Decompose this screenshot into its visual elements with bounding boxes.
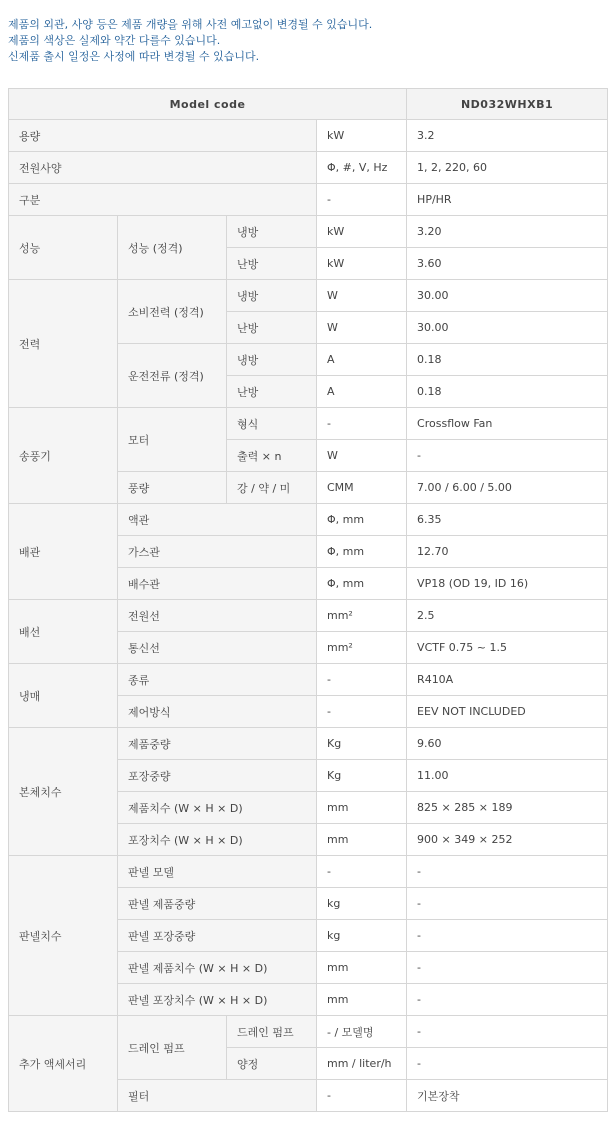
row-unit: Φ, mm	[317, 536, 407, 568]
row-value: -	[407, 888, 608, 920]
row-value: 7.00 / 6.00 / 5.00	[407, 472, 608, 504]
sub-label: 액관	[118, 504, 317, 536]
mode-label: 냉방	[227, 344, 317, 376]
row-unit: Φ, mm	[317, 504, 407, 536]
mode-label: 난방	[227, 312, 317, 344]
row-unit: CMM	[317, 472, 407, 504]
row-value: 900 × 349 × 252	[407, 824, 608, 856]
row-value: -	[407, 1048, 608, 1080]
notice-color: 제품의 색상은 실제와 약간 다를수 있습니다.	[8, 34, 221, 47]
notice-release: 신제품 출시 일정은 사정에 따라 변경될 수 있습니다.	[8, 50, 260, 63]
group-label: 성능	[9, 216, 118, 280]
row-unit: mm	[317, 984, 407, 1016]
sub-label: 소비전력 (정격)	[118, 280, 227, 344]
item-label: 양정	[227, 1048, 317, 1080]
row-value: -	[407, 440, 608, 472]
row-unit: kW	[317, 120, 407, 152]
sub-label: 통신선	[118, 632, 317, 664]
row-unit: -	[317, 696, 407, 728]
row-unit: Φ, mm	[317, 568, 407, 600]
model-value-header: ND032WHXB1	[407, 89, 608, 120]
table-row	[9, 600, 608, 632]
sub-label: 모터	[118, 408, 227, 472]
sub-label: 배수관	[118, 568, 317, 600]
mode-label: 난방	[227, 376, 317, 408]
row-value: 9.60	[407, 728, 608, 760]
sub-label: 포장치수 (W × H × D)	[118, 824, 317, 856]
row-value: R410A	[407, 664, 608, 696]
notice-list	[8, 17, 608, 65]
row-unit: mm	[317, 952, 407, 984]
notice-appearance: 제품의 외관, 사양 등은 제품 개량을 위해 사전 예고없이 변경될 수 있습니다.	[8, 18, 373, 31]
row-value: 30.00	[407, 312, 608, 344]
sub-label: 판넬 포장중량	[118, 920, 317, 952]
sub-label: 제품치수 (W × H × D)	[118, 792, 317, 824]
row-value: Crossflow Fan	[407, 408, 608, 440]
table-row	[9, 504, 608, 536]
sub-label: 종류	[118, 664, 317, 696]
row-unit: -	[317, 664, 407, 696]
row-unit: A	[317, 344, 407, 376]
row-value: -	[407, 856, 608, 888]
table-row	[9, 1016, 608, 1048]
row-value: 1, 2, 220, 60	[407, 152, 608, 184]
group-label: 추가 액세서리	[9, 1016, 118, 1112]
spec-table	[8, 88, 608, 1112]
row-label: 전원사양	[9, 152, 317, 184]
table-row	[9, 152, 608, 184]
row-unit: -	[317, 184, 407, 216]
row-unit: mm	[317, 792, 407, 824]
row-value: EEV NOT INCLUDED	[407, 696, 608, 728]
row-unit: W	[317, 280, 407, 312]
group-label: 판넬치수	[9, 856, 118, 1016]
sub-label: 풍량	[118, 472, 227, 504]
sub-label: 필터	[118, 1080, 317, 1112]
row-value: VP18 (OD 19, ID 16)	[407, 568, 608, 600]
row-value: VCTF 0.75 ~ 1.5	[407, 632, 608, 664]
sub-label: 판넬 제품중량	[118, 888, 317, 920]
row-value: 2.5	[407, 600, 608, 632]
row-unit: kg	[317, 920, 407, 952]
sub-label: 가스관	[118, 536, 317, 568]
row-value: -	[407, 920, 608, 952]
mode-label: 난방	[227, 248, 317, 280]
table-row	[9, 280, 608, 312]
table-row	[9, 216, 608, 248]
row-value: 0.18	[407, 344, 608, 376]
row-value: 825 × 285 × 189	[407, 792, 608, 824]
row-value: 0.18	[407, 376, 608, 408]
item-label: 출력 × n	[227, 440, 317, 472]
sub-label: 운전전류 (정격)	[118, 344, 227, 408]
sub-label: 판넬 모델	[118, 856, 317, 888]
row-unit: Φ, #, V, Hz	[317, 152, 407, 184]
sub-label: 판넬 포장치수 (W × H × D)	[118, 984, 317, 1016]
header-row	[9, 89, 608, 120]
sub-label: 드레인 펌프	[118, 1016, 227, 1080]
row-value: HP/HR	[407, 184, 608, 216]
row-value: -	[407, 984, 608, 1016]
row-unit: -	[317, 856, 407, 888]
group-label: 본체치수	[9, 728, 118, 856]
row-unit: A	[317, 376, 407, 408]
row-unit: -	[317, 408, 407, 440]
row-unit: mm²	[317, 632, 407, 664]
row-unit: kW	[317, 248, 407, 280]
row-unit: mm²	[317, 600, 407, 632]
row-unit: -	[317, 1080, 407, 1112]
row-unit: Kg	[317, 728, 407, 760]
row-value: 30.00	[407, 280, 608, 312]
item-label: 강 / 약 / 미	[227, 472, 317, 504]
table-row	[9, 664, 608, 696]
sub-label: 제품중량	[118, 728, 317, 760]
row-unit: kW	[317, 216, 407, 248]
sub-label: 전원선	[118, 600, 317, 632]
table-row	[9, 184, 608, 216]
group-label: 배선	[9, 600, 118, 664]
row-value: 3.20	[407, 216, 608, 248]
row-value: 3.60	[407, 248, 608, 280]
row-unit: - / 모델명	[317, 1016, 407, 1048]
row-unit: kg	[317, 888, 407, 920]
group-label: 전력	[9, 280, 118, 408]
row-unit: mm	[317, 824, 407, 856]
group-label: 송풍기	[9, 408, 118, 504]
sub-label: 제어방식	[118, 696, 317, 728]
sub-label: 포장중량	[118, 760, 317, 792]
row-label: 구분	[9, 184, 317, 216]
group-label: 배관	[9, 504, 118, 600]
item-label: 드레인 펌프	[227, 1016, 317, 1048]
mode-label: 냉방	[227, 280, 317, 312]
table-row	[9, 408, 608, 440]
row-unit: W	[317, 440, 407, 472]
table-row	[9, 856, 608, 888]
group-label: 냉매	[9, 664, 118, 728]
row-unit: Kg	[317, 760, 407, 792]
mode-label: 냉방	[227, 216, 317, 248]
row-value: 11.00	[407, 760, 608, 792]
table-row	[9, 120, 608, 152]
row-value: -	[407, 1016, 608, 1048]
row-value: 12.70	[407, 536, 608, 568]
row-label: 용량	[9, 120, 317, 152]
row-value: 3.2	[407, 120, 608, 152]
row-unit: W	[317, 312, 407, 344]
row-value: 6.35	[407, 504, 608, 536]
item-label: 형식	[227, 408, 317, 440]
row-value: 기본장착	[407, 1080, 608, 1112]
sub-label: 성능 (정격)	[118, 216, 227, 280]
row-value: -	[407, 952, 608, 984]
model-code-header: Model code	[9, 89, 407, 120]
row-unit: mm / liter/h	[317, 1048, 407, 1080]
table-row	[9, 728, 608, 760]
sub-label: 판넬 제품치수 (W × H × D)	[118, 952, 317, 984]
